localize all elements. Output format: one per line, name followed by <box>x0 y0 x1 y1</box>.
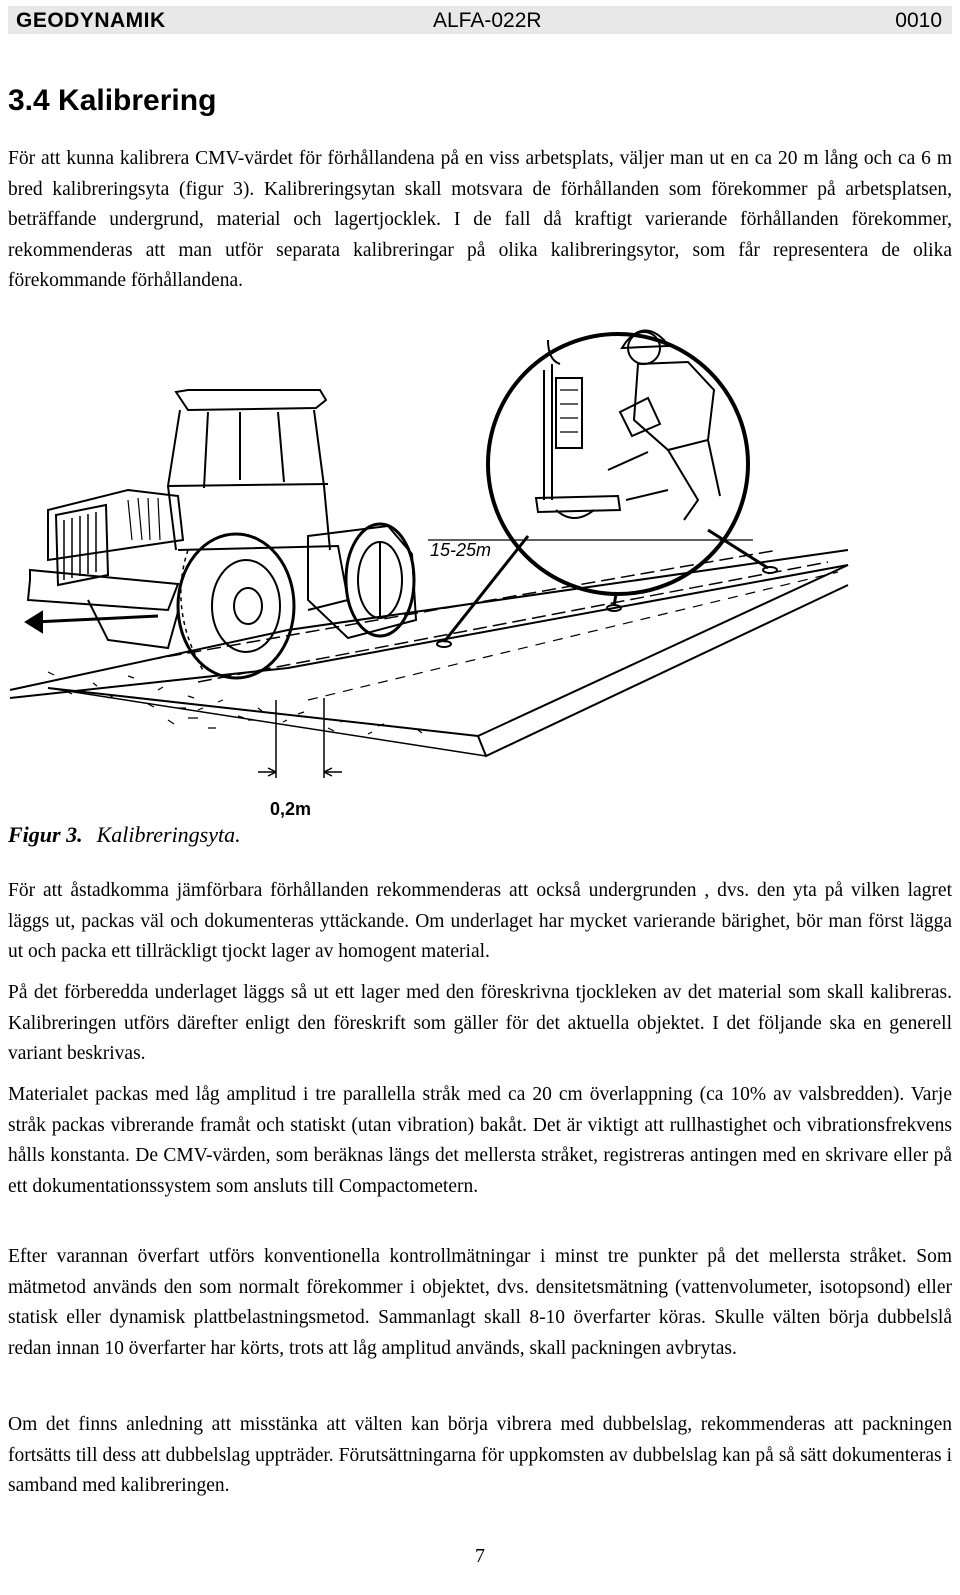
brand-name: GEODYNAMIK <box>16 9 166 32</box>
document-id: ALFA-022R <box>433 9 542 32</box>
section-title: 3.4 Kalibrering <box>8 84 217 117</box>
gravel-texture <box>48 672 422 734</box>
paragraph-intro: För att kunna kalibrera CMV-värdet för förhållandena på en viss arbetsplats, väljer man ut en ca 20 m lång och ca 6 m bred kalibreringsyta (figur 3). Kalibreringsytan skall motsvara de förhållanden som förekommer på arbetsplatsen, beträffande undergrund, material och lagertjocklek. I de fall då kraftigt varierande förhållanden förekommer, rekommenderas att man utför separata kalibreringar på olika kalibreringsytor, som får representera de olika förekommande förhållandena. <box>8 148 952 291</box>
overlap-dimension <box>258 698 342 778</box>
paragraph-double-jump: Om det finns anledning att misstänka att välten kan börja vibrera med dubbelslag, rekommenderas att packningen fortsätts till dess att dubbelslag uppträder. Förutsättningarna för uppkomsten av dubbelslag kan på så sätt dokumenteras i samband med kalibreringen. <box>8 1414 952 1496</box>
overlap-label: 0,2m <box>270 799 312 819</box>
paragraph-layer: På det förberedda underlaget läggs så ut ett lager med den föreskrivna tjockleken av det material som skall kalibreras. Kalibreringen utförs därefter enligt den föreskrift som gäller för det aktuella objektet. I det följande ska en generell variant beskrivas. <box>8 982 952 1064</box>
calibration-area-illustration <box>8 300 952 830</box>
calibration-strip <box>10 540 848 756</box>
figure-caption-label: Figur 3. <box>8 822 83 847</box>
paragraph-control-measurements: Efter varannan överfart utförs konventionella kontrollmätningar i minst tre punkter på det mellersta stråket. Som mätmetod används den som normalt förekommer i objektet, dvs. densitetsmätning (vattenvolumeter, isotopsond) eller statisk eller dynamisk plattbelastningsmetod. Sammanlagt skall 8-10 överfarter köras. Skulle välten börja dubbelslå redan innan 10 överfarter har körts, trots att låg amplitud används, skall packningen avbrytas. <box>8 1246 952 1359</box>
paragraph-subgrade: För att åstadkomma jämförbara förhållanden rekommenderas att också undergrunden , dvs. den yta på vilken lagret läggs ut, packas väl och dokumenteras yttäckande. Om underlaget har mycket varierande bärighet, bör man först lägga ut och packa ett tillräckligt tjockt lager av homogent material. <box>8 880 952 962</box>
page-header <box>8 6 952 34</box>
paragraph-compaction: Materialet packas med låg amplitud i tre parallella stråk med ca 20 cm överlappning (ca 10% av valsbredden). Varje stråk packas vibrerande framåt och statiskt (utan vibration) bakåt. Det är viktigt att rullhastighet och vibrationsfrekvens hålls konstanta. De CMV-värden, som beräknas längs det mellersta stråket, registreras antingen med en skrivare eller på ett dokumentationssystem som ansluts till Compactometern. <box>8 1084 952 1197</box>
figure-caption <box>8 822 241 848</box>
page-number: 7 <box>475 1545 485 1567</box>
length-label: 15-25m <box>430 540 492 560</box>
roller-compactor-drawing <box>26 390 416 678</box>
figure-caption-text: Kalibreringsyta. <box>96 822 241 847</box>
document-code: 0010 <box>895 9 942 32</box>
measurement-detail-circle <box>437 330 777 647</box>
